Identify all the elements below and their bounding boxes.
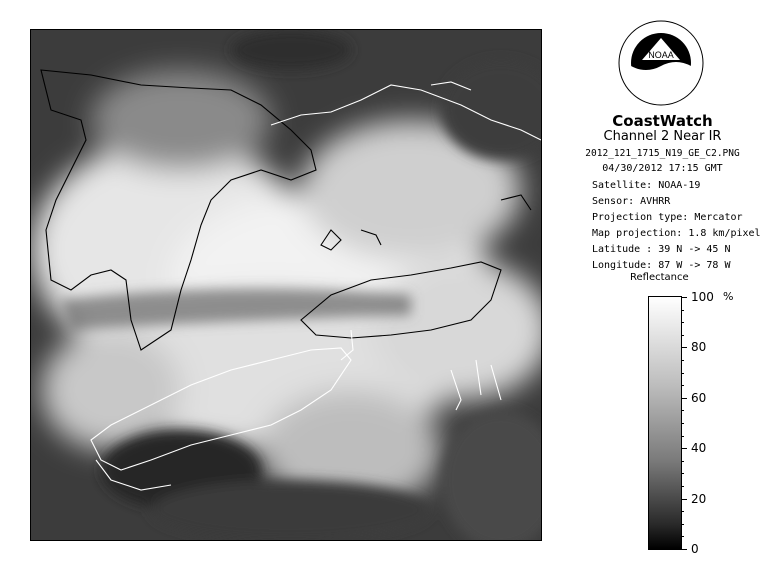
colorbar-tick-mark	[681, 549, 687, 550]
colorbar-tick-mark	[681, 297, 687, 298]
colorbar-tick-mark	[681, 436, 684, 437]
colorbar-tick-mark	[681, 347, 687, 348]
colorbar-tick-label: 60	[691, 390, 707, 405]
colorbar-tick-label: 40	[691, 441, 707, 456]
meta-sensor: Sensor: AVHRR	[592, 196, 671, 207]
noaa-logo	[618, 20, 704, 106]
meta-latitude: Latitude : 39 N -> 45 N	[592, 244, 731, 255]
meta-longitude: Longitude: 87 W -> 78 W	[592, 260, 731, 271]
colorbar-tick-mark	[681, 461, 684, 462]
datetime: 04/30/2012 17:15 GMT	[602, 163, 723, 174]
colorbar-tick-label: 0	[691, 542, 699, 556]
channel-label: Channel 2 Near IR	[603, 129, 722, 144]
colorbar-tick-label: 100	[691, 290, 714, 304]
colorbar-tick-mark	[681, 499, 687, 500]
colorbar-label: Reflectance	[630, 272, 689, 283]
colorbar	[648, 296, 682, 550]
colorbar-unit: %	[723, 290, 734, 303]
colorbar-tick-mark	[681, 310, 684, 311]
colorbar-tick-mark	[681, 360, 684, 361]
side-panel	[560, 0, 782, 572]
satellite-image	[30, 29, 542, 541]
colorbar-tick-mark	[681, 385, 684, 386]
colorbar-tick-mark	[681, 373, 684, 374]
meta-satellite: Satellite: NOAA-19	[592, 180, 701, 191]
colorbar-tick-label: 80	[691, 340, 707, 355]
colorbar-tick-label: 20	[691, 491, 707, 506]
colorbar-tick-mark	[681, 335, 684, 336]
brand-title: CoastWatch	[612, 112, 713, 130]
filename: 2012_121_1715_N19_GE_C2.PNG	[585, 148, 740, 159]
colorbar-tick-mark	[681, 486, 684, 487]
colorbar-tick-mark	[681, 398, 687, 399]
colorbar-tick-mark	[681, 423, 684, 424]
satellite-map-svg	[31, 30, 542, 541]
colorbar-tick-mark	[681, 536, 684, 537]
meta-map-projection: Map projection: 1.8 km/pixel	[592, 228, 761, 239]
colorbar-tick-mark	[681, 511, 684, 512]
colorbar-tick-mark	[681, 322, 684, 323]
meta-projection-type: Projection type: Mercator	[592, 212, 743, 223]
svg-text:NOAA: NOAA	[648, 50, 674, 60]
noaa-seal-icon	[618, 20, 704, 106]
colorbar-tick-mark	[681, 473, 684, 474]
colorbar-tick-mark	[681, 410, 684, 411]
colorbar-tick-mark	[681, 524, 684, 525]
colorbar-tick-mark	[681, 448, 687, 449]
colorbar-ticks	[681, 290, 741, 556]
